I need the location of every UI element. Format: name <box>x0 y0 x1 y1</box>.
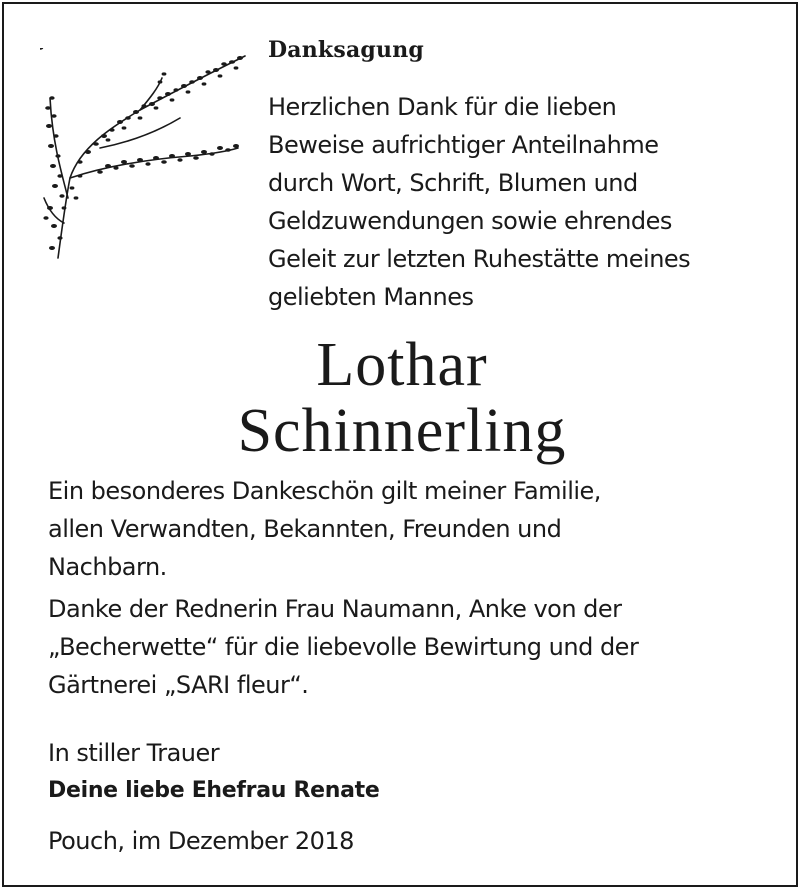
heading-danksagung: Danksagung <box>268 37 424 63</box>
paragraph-line: Ein besonderes Dankeschön gilt meiner Familie, <box>48 477 601 505</box>
signature: Deine liebe Ehefrau Renate <box>48 778 380 803</box>
place-date-line: Pouch, im Dezember 2018 <box>48 827 354 855</box>
thanks-line: Geldzuwendungen sowie ehrendes <box>268 207 672 235</box>
speaker-thanks-paragraph <box>48 590 788 704</box>
thanks-paragraph <box>268 88 788 316</box>
thanks-line: durch Wort, Schrift, Blumen und <box>268 169 638 197</box>
closing-line: In stiller Trauer <box>48 739 220 767</box>
thanks-line: Beweise aufrichtiger Anteilnahme <box>268 131 659 159</box>
paragraph-line: Gärtnerei „SARI fleur“. <box>48 671 309 699</box>
paragraph-line: allen Verwandten, Bekannten, Freunden und <box>48 515 562 543</box>
paragraph-line: „Becherwette“ für die liebevolle Bewirtung und der <box>48 633 639 661</box>
family-thanks-paragraph <box>48 472 788 586</box>
deceased-last-name: Schinnerling <box>237 397 567 465</box>
paragraph-line: Nachbarn. <box>48 553 167 581</box>
deceased-first-name: Lothar <box>316 331 488 399</box>
place-date <box>48 822 788 860</box>
leafy-branch-icon <box>40 48 254 266</box>
thanks-line: Herzlichen Dank für die lieben <box>268 93 617 121</box>
closing-block <box>48 734 788 810</box>
paragraph-line: Danke der Rednerin Frau Naumann, Anke von der <box>48 595 622 623</box>
thanks-line: geliebten Mannes <box>268 283 474 311</box>
obituary-card <box>2 2 798 887</box>
thanks-line: Geleit zur letzten Ruhestätte meines <box>268 245 691 273</box>
